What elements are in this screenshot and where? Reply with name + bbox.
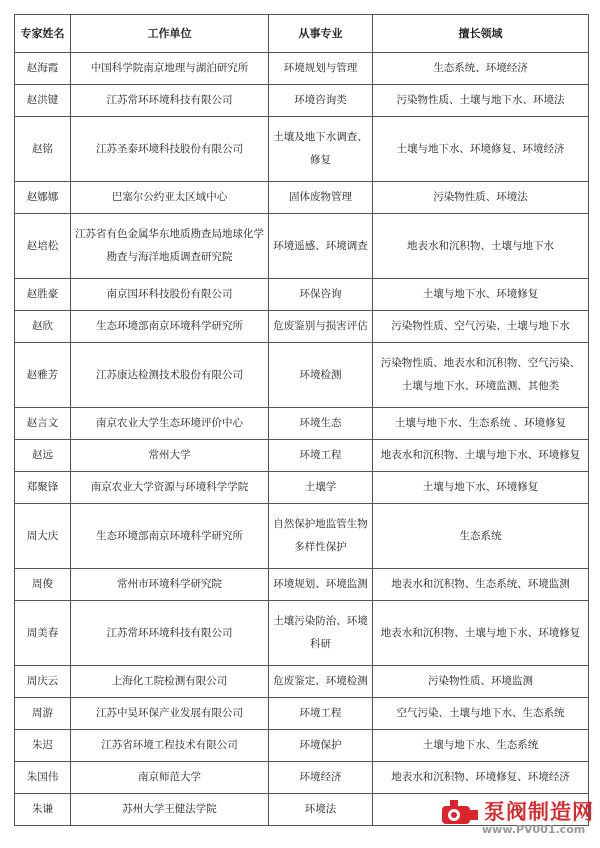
cell-unit: 常州市环境科学研究院 — [71, 569, 269, 601]
cell-field: 地表水和沉积物、环境修复、环境经济 — [373, 762, 589, 794]
cell-unit: 巴塞尔公约亚太区域中心 — [71, 182, 269, 214]
watermark-title: 泵阀制造网 — [484, 800, 594, 824]
cell-major: 环境法 — [269, 794, 373, 826]
table-row — [15, 53, 589, 85]
cell-unit: 江苏圣泰环境科技股份有限公司 — [71, 117, 269, 182]
table-row — [15, 698, 589, 730]
cell-field: 空气污染、土壤与地下水、生态系统 — [373, 698, 589, 730]
header-field: 擅长领域 — [373, 15, 589, 53]
cell-name: 朱迟 — [15, 730, 71, 762]
cell-major: 环境规划、环境监测 — [269, 569, 373, 601]
table-row — [15, 472, 589, 504]
cell-field: 地表水和沉积物、生态系统、环境监测 — [373, 569, 589, 601]
cell-name: 赵远 — [15, 440, 71, 472]
cell-name: 周美春 — [15, 601, 71, 666]
cell-unit: 苏州大学王健法学院 — [71, 794, 269, 826]
cell-unit: 南京师范大学 — [71, 762, 269, 794]
cell-name: 赵胜豪 — [15, 279, 71, 311]
cell-field: 污染物性质、环境监测 — [373, 666, 589, 698]
cell-unit: 常州大学 — [71, 440, 269, 472]
cell-major: 环境工程 — [269, 698, 373, 730]
table-row — [15, 569, 589, 601]
cell-major: 危废鉴别与损害评估 — [269, 311, 373, 343]
table-row — [15, 117, 589, 182]
table-row — [15, 408, 589, 440]
cell-name: 周庆云 — [15, 666, 71, 698]
table-row — [15, 666, 589, 698]
cell-field: 污染物性质、环境法 — [373, 182, 589, 214]
cell-name: 赵娜娜 — [15, 182, 71, 214]
header-major: 从事专业 — [269, 15, 373, 53]
cell-major: 环境咨询类 — [269, 85, 373, 117]
table-row — [15, 504, 589, 569]
cell-major: 环保咨询 — [269, 279, 373, 311]
cell-unit: 南京农业大学资源与环境科学学院 — [71, 472, 269, 504]
cell-name: 赵雅芳 — [15, 343, 71, 408]
table-header-row — [15, 15, 589, 53]
cell-major: 危废鉴定、环境检测 — [269, 666, 373, 698]
cell-major: 环境保护 — [269, 730, 373, 762]
header-unit: 工作单位 — [71, 15, 269, 53]
cell-major: 土壤及地下水调查、修复 — [269, 117, 373, 182]
table-row — [15, 343, 589, 408]
cell-name: 赵洪键 — [15, 85, 71, 117]
cell-name: 赵欣 — [15, 311, 71, 343]
cell-field: 土壤与地下水、生态系统 — [373, 730, 589, 762]
watermark-logo — [440, 796, 594, 842]
cell-unit: 江苏省环境工程技术有限公司 — [71, 730, 269, 762]
table-row — [15, 762, 589, 794]
cell-unit: 南京国环科技股份有限公司 — [71, 279, 269, 311]
header-name: 专家姓名 — [15, 15, 71, 53]
table-row — [15, 440, 589, 472]
cell-major: 环境规划与管理 — [269, 53, 373, 85]
cell-name: 赵言文 — [15, 408, 71, 440]
cell-name: 周大庆 — [15, 504, 71, 569]
cell-unit: 江苏康达检测技术股份有限公司 — [71, 343, 269, 408]
table-row — [15, 85, 589, 117]
table-row — [15, 214, 589, 279]
cell-major: 环境工程 — [269, 440, 373, 472]
cell-unit: 江苏常环环境科技有限公司 — [71, 85, 269, 117]
cell-major: 环境遥感、环境调查 — [269, 214, 373, 279]
cell-unit: 生态环境部南京环境科学研究所 — [71, 504, 269, 569]
cell-unit: 江苏省有色金属华东地质勘查局地球化学勘查与海洋地质调查研究院 — [71, 214, 269, 279]
cell-field: 土壤与地下水、环境修复 — [373, 472, 589, 504]
cell-name: 赵培松 — [15, 214, 71, 279]
cell-field: 生态系统 — [373, 504, 589, 569]
cell-major: 土壤污染防治、环境科研 — [269, 601, 373, 666]
cell-field: 地表水和沉积物、土壤与地下水、环境修复 — [373, 440, 589, 472]
cell-field: 土壤与地下水、环境修复、环境经济 — [373, 117, 589, 182]
cell-major: 固体废物管理 — [269, 182, 373, 214]
cell-name: 郑聚锋 — [15, 472, 71, 504]
table-row — [15, 601, 589, 666]
cell-field: 地表水和沉积物、土壤与地下水 — [373, 214, 589, 279]
expert-table — [14, 14, 589, 826]
cell-name: 赵铭 — [15, 117, 71, 182]
cell-name: 周游 — [15, 698, 71, 730]
cell-field: 污染物性质、地表水和沉积物、空气污染、土壤与地下水、环境监测、其他类 — [373, 343, 589, 408]
cell-unit: 中国科学院南京地理与湖泊研究所 — [71, 53, 269, 85]
cell-field: 生态系统、环境经济 — [373, 53, 589, 85]
cell-unit: 生态环境部南京环境科学研究所 — [71, 311, 269, 343]
cell-unit: 江苏中昊环保产业发展有限公司 — [71, 698, 269, 730]
cell-field: 污染物性质、土壤与地下水、环境法 — [373, 85, 589, 117]
cell-name: 周俊 — [15, 569, 71, 601]
cell-major: 土壤学 — [269, 472, 373, 504]
cell-name: 朱谦 — [15, 794, 71, 826]
cell-unit: 上海化工院检测有限公司 — [71, 666, 269, 698]
cell-field: 土壤与地下水、生态系统 、环境修复 — [373, 408, 589, 440]
table-row — [15, 182, 589, 214]
table-row — [15, 730, 589, 762]
cell-name: 朱国伟 — [15, 762, 71, 794]
pump-icon — [440, 798, 480, 830]
cell-major: 自然保护地监管生物多样性保护 — [269, 504, 373, 569]
cell-major: 环境经济 — [269, 762, 373, 794]
table-row — [15, 311, 589, 343]
cell-unit: 江苏常环环境科技有限公司 — [71, 601, 269, 666]
cell-major: 环境检测 — [269, 343, 373, 408]
cell-major: 环境生态 — [269, 408, 373, 440]
cell-field: 污染物性质、空气污染、土壤与地下水 — [373, 311, 589, 343]
watermark-url: www.PV001.com — [482, 823, 586, 836]
table-row — [15, 279, 589, 311]
cell-field: 地表水和沉积物、土壤与地下水、环境修复 — [373, 601, 589, 666]
cell-name: 赵海霞 — [15, 53, 71, 85]
cell-field: 土壤与地下水、环境修复 — [373, 279, 589, 311]
cell-unit: 南京农业大学生态环境评价中心 — [71, 408, 269, 440]
